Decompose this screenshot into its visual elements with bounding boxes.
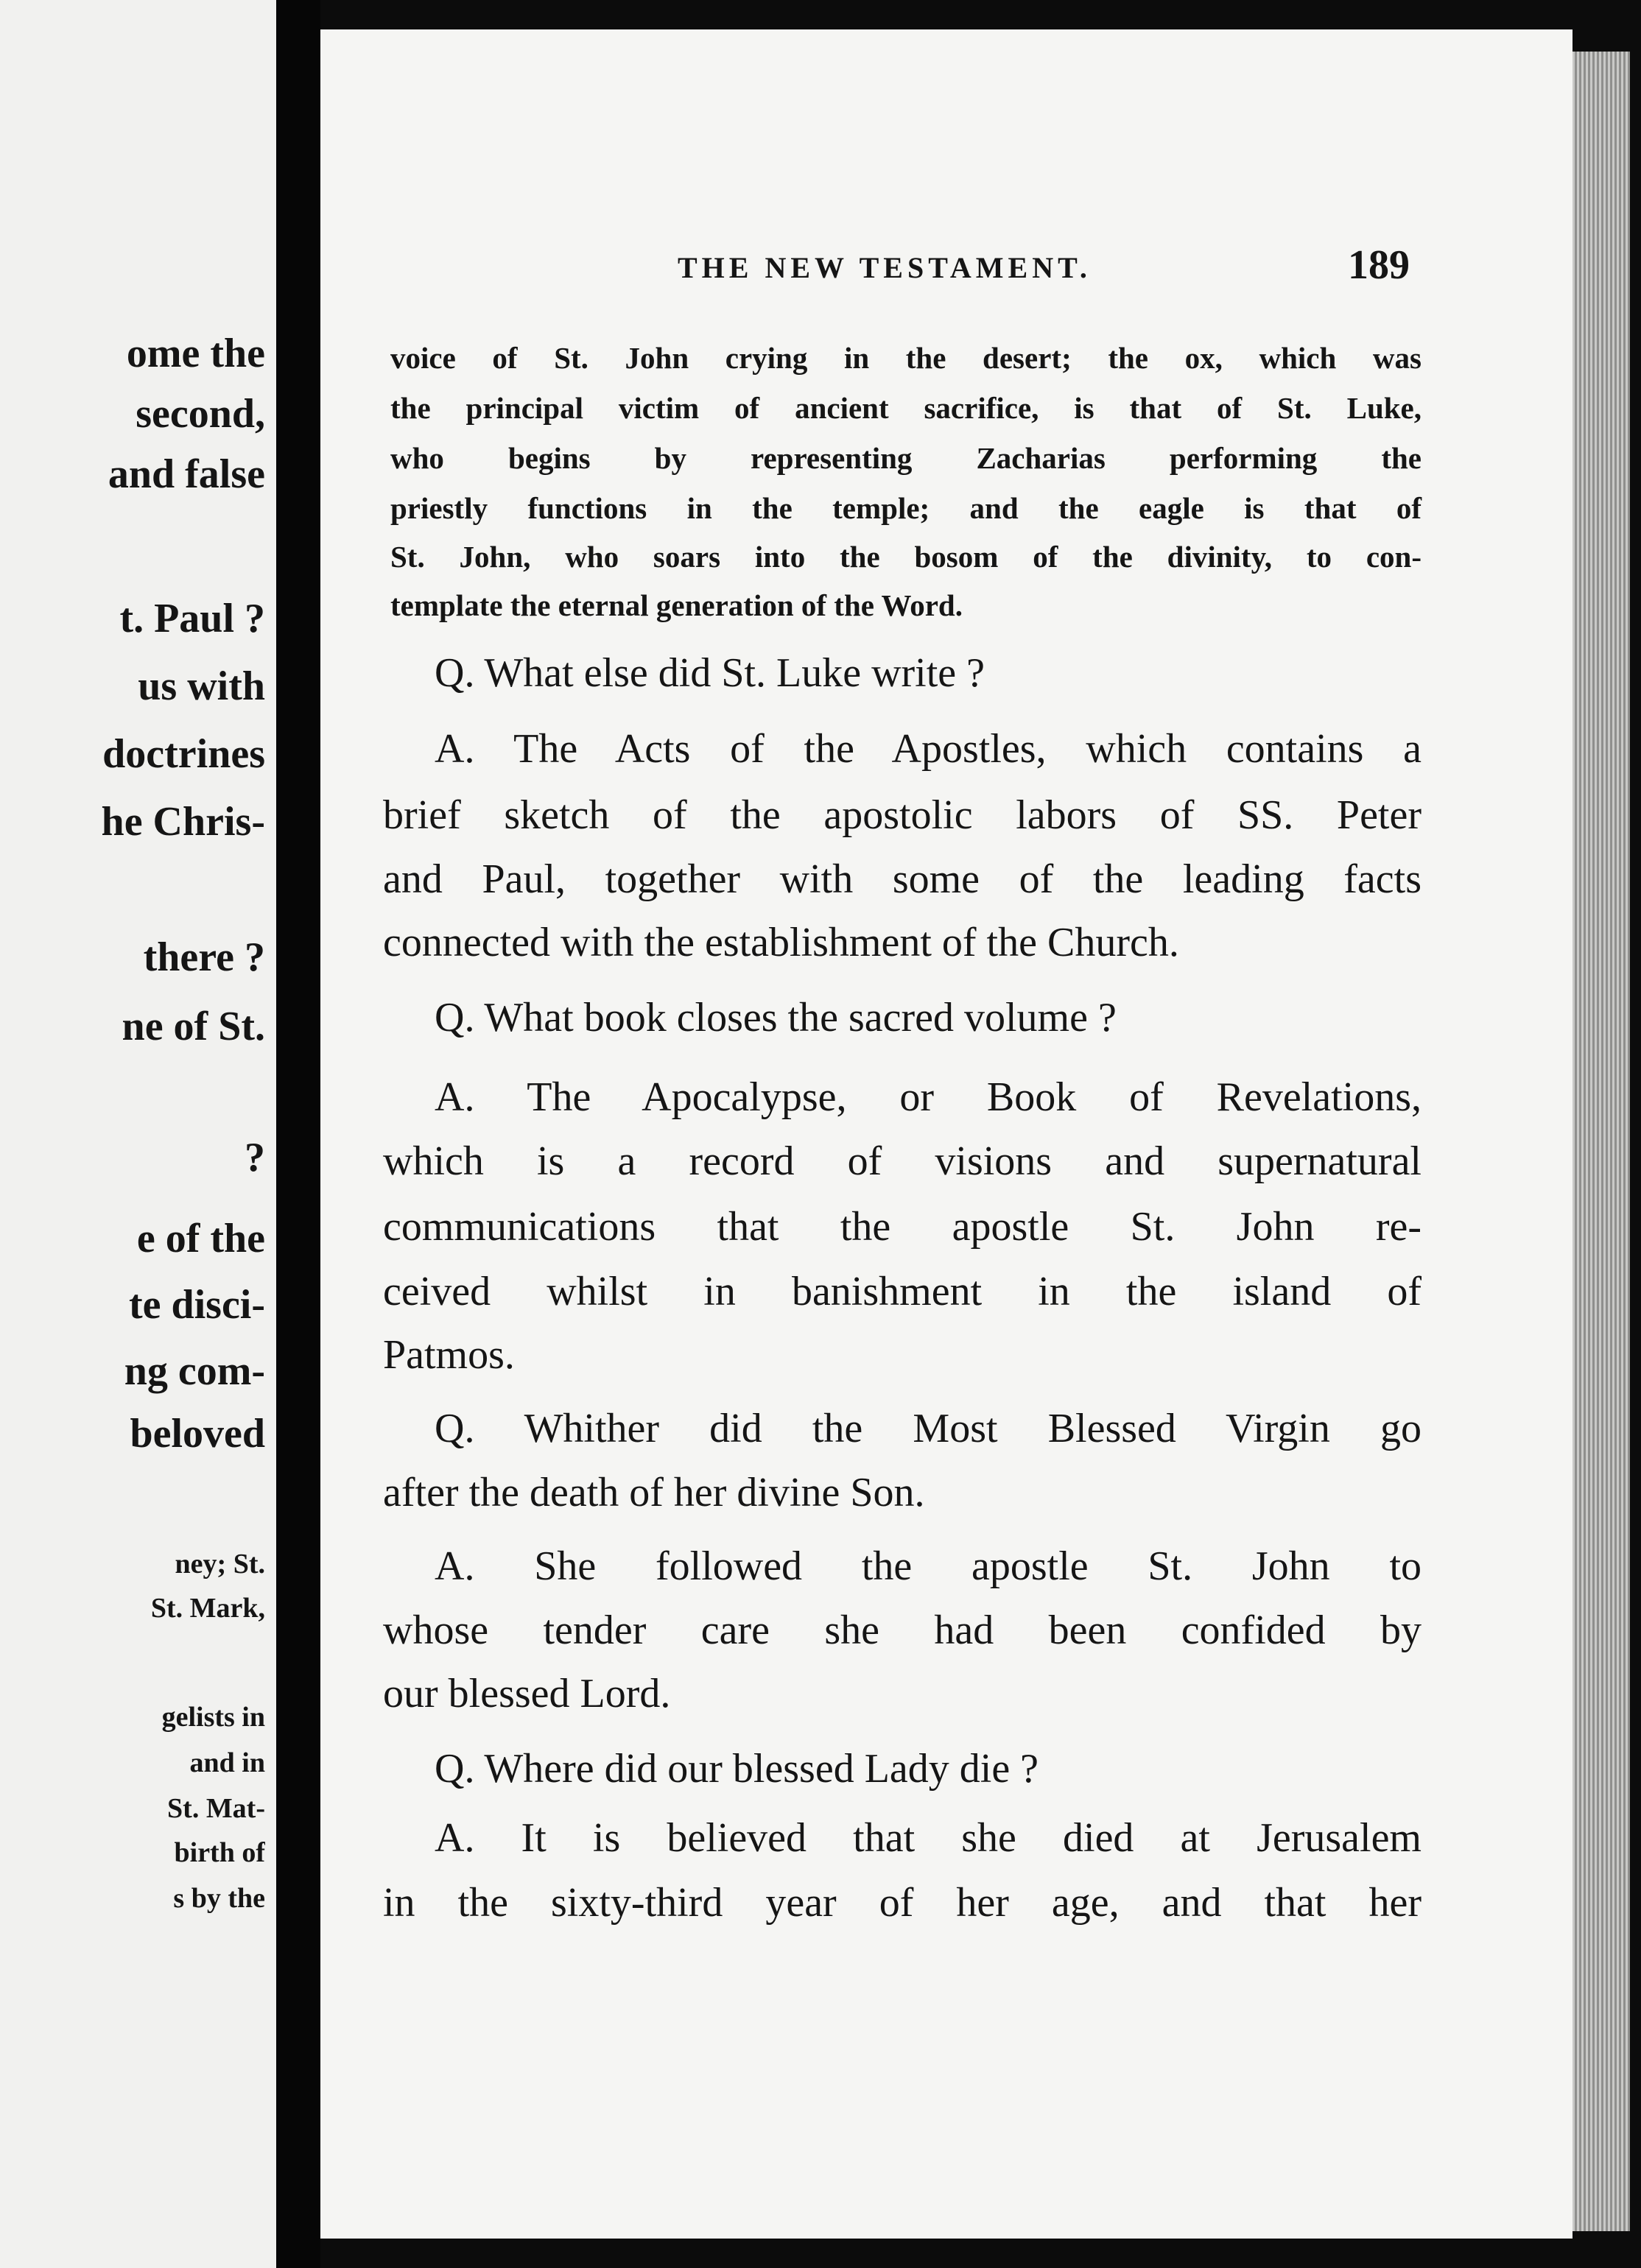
answer-line: communications that the apostle St. John re- bbox=[383, 1204, 1422, 1250]
left-page-line: he Chris- bbox=[101, 799, 265, 845]
left-footnote-line: St. Mat- bbox=[167, 1793, 265, 1824]
page-number: 189 bbox=[1348, 242, 1410, 288]
footnote-line: template the eternal generation of the Word. bbox=[390, 588, 963, 622]
left-footnote-line: ney; St. bbox=[175, 1549, 265, 1580]
previous-page-fragment bbox=[0, 0, 276, 2268]
left-page-line: e of the bbox=[136, 1216, 265, 1261]
footnote-line: who begins by representing Zacharias performing the bbox=[390, 441, 1422, 475]
footnote-line: priestly functions in the temple; and the eagle is that of bbox=[390, 491, 1422, 525]
answer-line: whose tender care she had been confided by bbox=[383, 1607, 1422, 1653]
left-page-line: t. Paul ? bbox=[119, 596, 265, 641]
left-page-line: second, bbox=[136, 391, 265, 437]
left-page-line: ome the bbox=[126, 331, 265, 376]
left-page-line: ne of St. bbox=[122, 1004, 265, 1049]
book-gutter bbox=[276, 0, 320, 2268]
question-line: Q. What book closes the sacred volume ? bbox=[435, 995, 1117, 1040]
page-stack-edge bbox=[1573, 52, 1630, 2231]
left-page-line: and false bbox=[108, 451, 265, 497]
question-line: Q. Where did our blessed Lady die ? bbox=[435, 1746, 1039, 1792]
answer-line: our blessed Lord. bbox=[383, 1671, 671, 1716]
left-page-line: ng com- bbox=[124, 1348, 265, 1394]
answer-line: A. It is believed that she died at Jerusalem bbox=[435, 1815, 1422, 1861]
answer-line: A. The Acts of the Apostles, which contains a bbox=[435, 726, 1422, 772]
answer-line: and Paul, together with some of the leading facts bbox=[383, 856, 1422, 902]
left-page-line: doctrines bbox=[102, 731, 265, 777]
left-page-line: ? bbox=[245, 1135, 265, 1180]
left-page-line: beloved bbox=[130, 1411, 265, 1457]
footnote-line: voice of St. John crying in the desert; the ox, which was bbox=[390, 341, 1422, 375]
answer-line: ceived whilst in banishment in the island of bbox=[383, 1269, 1422, 1314]
answer-line: A. She followed the apostle St. John to bbox=[435, 1543, 1422, 1589]
left-footnote-line: gelists in bbox=[161, 1702, 265, 1733]
answer-line: connected with the establishment of the Church. bbox=[383, 920, 1179, 965]
question-line: Q. What else did St. Luke write ? bbox=[435, 650, 985, 696]
answer-line: in the sixty-third year of her age, and that her bbox=[383, 1880, 1422, 1926]
answer-line: Patmos. bbox=[383, 1332, 515, 1378]
answer-line: which is a record of visions and supernatural bbox=[383, 1138, 1422, 1184]
question-line: after the death of her divine Son. bbox=[383, 1470, 925, 1515]
answer-line: A. The Apocalypse, or Book of Revelations, bbox=[435, 1074, 1422, 1120]
running-header: THE NEW TESTAMENT. bbox=[678, 251, 1092, 284]
left-footnote-line: s by the bbox=[173, 1883, 265, 1914]
question-line: Q. Whither did the Most Blessed Virgin go bbox=[435, 1406, 1422, 1451]
left-page-line: us with bbox=[138, 663, 265, 709]
footnote-line: the principal victim of ancient sacrifice, is that of St. Luke, bbox=[390, 391, 1422, 425]
footnote-line: St. John, who soars into the bosom of the divinity, to con- bbox=[390, 540, 1422, 574]
left-footnote-line: and in bbox=[189, 1747, 265, 1778]
left-footnote-line: St. Mark, bbox=[150, 1593, 265, 1624]
left-footnote-line: birth of bbox=[174, 1837, 265, 1868]
answer-line: brief sketch of the apostolic labors of SS. Peter bbox=[383, 792, 1422, 838]
left-page-line: te disci- bbox=[128, 1282, 265, 1328]
left-page-line: there ? bbox=[143, 934, 265, 980]
